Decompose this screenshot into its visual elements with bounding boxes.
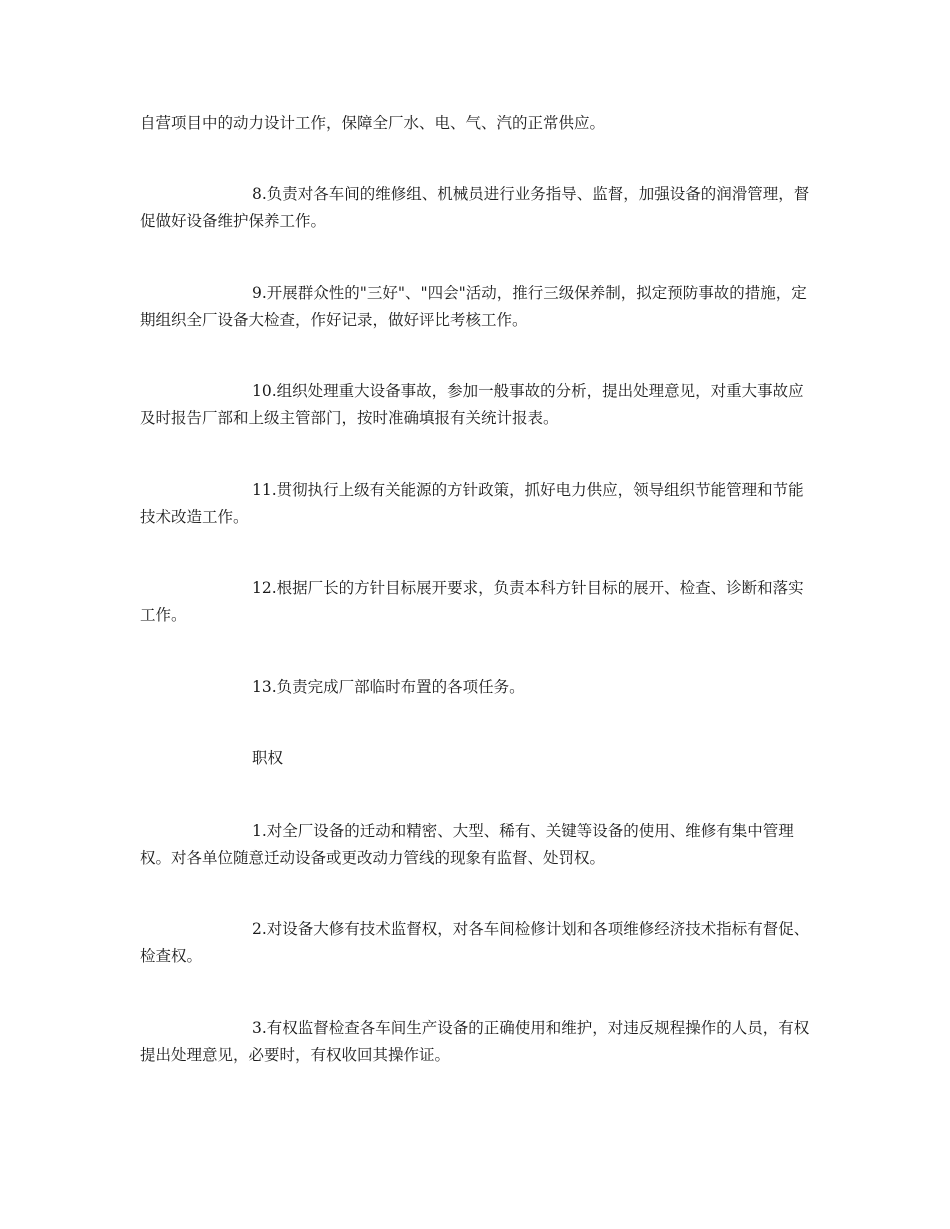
paragraph-text: 11.贯彻执行上级有关能源的方针政策，抓好电力供应，领导组织节能管理和节能技术改造工作。 bbox=[140, 481, 804, 526]
paragraph-text: 1.对全厂设备的迁动和精密、大型、稀有、关键等设备的使用、维修有集中管理权。对各单位随意迁动设备或更改动力管线的现象有监督、处罚权。 bbox=[140, 822, 794, 867]
paragraph-text: 3.有权监督检查各车间生产设备的正确使用和维护，对违反规程操作的人员，有权提出处理意见，必要时，有权收回其操作证。 bbox=[140, 1019, 810, 1064]
paragraph-item-8 bbox=[140, 181, 815, 235]
section-heading: 职权 bbox=[252, 749, 284, 767]
paragraph-text: 9.开展群众性的"三好"、"四会"活动，推行三级保养制，拟定预防事故的措施，定期组织全厂设备大检查，作好记录，做好评比考核工作。 bbox=[140, 284, 807, 329]
paragraph-item-12 bbox=[140, 575, 815, 629]
power-item-1 bbox=[140, 818, 815, 872]
paragraph-text: 8.负责对各车间的维修组、机械员进行业务指导、监督，加强设备的润滑管理，督促做好设备维护保养工作。 bbox=[140, 185, 810, 230]
paragraph-text: 2.对设备大修有技术监督权，对各车间检修计划和各项维修经济技术指标有督促、检查权。 bbox=[140, 920, 810, 965]
paragraph-item-13 bbox=[140, 674, 815, 701]
paragraph-text: 10.组织处理重大设备事故，参加一般事故的分析，提出处理意见，对重大事故应及时报告厂部和上级主管部门，按时准确填报有关统计报表。 bbox=[140, 382, 804, 427]
paragraph-item-11 bbox=[140, 477, 815, 531]
power-item-3 bbox=[140, 1015, 815, 1069]
paragraph-continuation bbox=[140, 110, 815, 137]
paragraph-text: 12.根据厂长的方针目标展开要求，负责本科方针目标的展开、检查、诊断和落实工作。 bbox=[140, 579, 804, 624]
power-item-2 bbox=[140, 916, 815, 970]
paragraph-item-9 bbox=[140, 280, 815, 334]
paragraph-item-10 bbox=[140, 378, 815, 432]
paragraph-text: 自营项目中的动力设计工作，保障全厂水、电、气、汽的正常供应。 bbox=[140, 114, 606, 132]
paragraph-text: 13.负责完成厂部临时布置的各项任务。 bbox=[252, 678, 525, 696]
